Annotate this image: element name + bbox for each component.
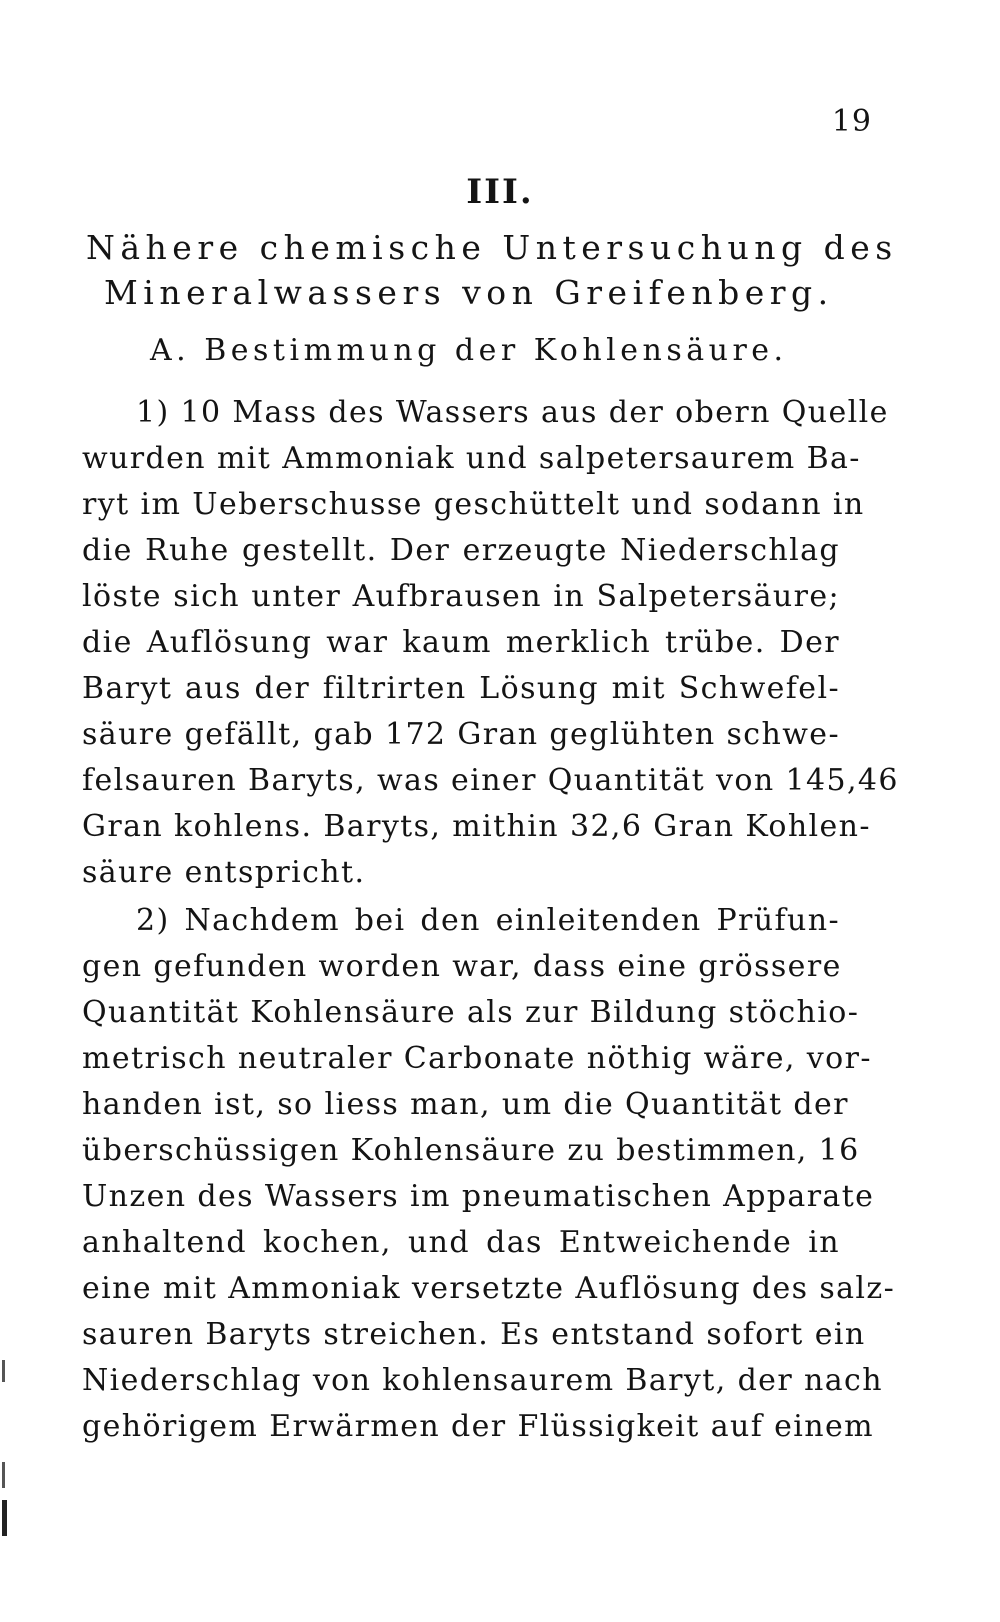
body-text-line: metrisch neutraler Carbonate nöthig wäre, vor-	[82, 1041, 872, 1076]
chapter-heading-line: Mineralwassers von Greifenberg.	[104, 273, 834, 312]
body-text-line: handen ist, so liess man, um die Quantität der	[82, 1087, 849, 1122]
subsection-heading: A. Bestimmung der Kohlensäure.	[150, 333, 788, 368]
body-text-line: die Auflösung war kaum merklich trübe. Der	[82, 625, 840, 660]
body-text-line: Baryt aus der filtrirten Lösung mit Schwefel-	[82, 671, 840, 706]
body-text-line: überschüssigen Kohlensäure zu bestimmen, 16	[82, 1133, 860, 1168]
scan-edge-mark	[2, 1500, 7, 1536]
body-text-line: eine mit Ammoniak versetzte Auflösung des salz-	[82, 1271, 896, 1306]
body-text-line: säure entspricht.	[82, 855, 366, 890]
body-text-line: ryt im Ueberschusse geschüttelt und sodann in	[82, 487, 865, 522]
body-text-line: säure gefällt, gab 172 Gran geglühten schwe-	[82, 717, 840, 752]
section-number: III.	[466, 172, 534, 212]
body-text-line: Gran kohlens. Baryts, mithin 32,6 Gran Kohlen-	[82, 809, 871, 844]
scan-edge-mark	[2, 1360, 5, 1382]
body-text-line: die Ruhe gestellt. Der erzeugte Niederschlag	[82, 533, 840, 568]
body-text-line: 2) Nachdem bei den einleitenden Prüfun-	[136, 903, 840, 938]
body-text-line: anhaltend kochen, und das Entweichende in	[82, 1225, 840, 1260]
body-text-line: felsauren Baryts, was einer Quantität von 145,46	[82, 763, 899, 798]
body-text-line: wurden mit Ammoniak und salpetersaurem Ba-	[82, 441, 861, 476]
body-text-line: sauren Baryts streichen. Es entstand sofort ein	[82, 1317, 866, 1352]
body-text-line: Quantität Kohlensäure als zur Bildung stöchio-	[82, 995, 860, 1030]
page-number: 19	[831, 104, 872, 139]
body-text-line: Niederschlag von kohlensaurem Baryt, der nach	[82, 1363, 883, 1398]
body-text-line: gen gefunden worden war, dass eine grössere	[82, 949, 842, 984]
body-text-line: gehörigem Erwärmen der Flüssigkeit auf einem	[82, 1409, 875, 1444]
body-text-line: Unzen des Wassers im pneumatischen Apparate	[82, 1179, 875, 1214]
body-text-line: 1) 10 Mass des Wassers aus der obern Quelle	[136, 395, 889, 430]
chapter-heading-line: Nähere chemische Untersuchung des	[86, 228, 898, 267]
body-text-line: löste sich unter Aufbrausen in Salpetersäure;	[82, 579, 840, 614]
scan-edge-mark	[2, 1462, 5, 1488]
